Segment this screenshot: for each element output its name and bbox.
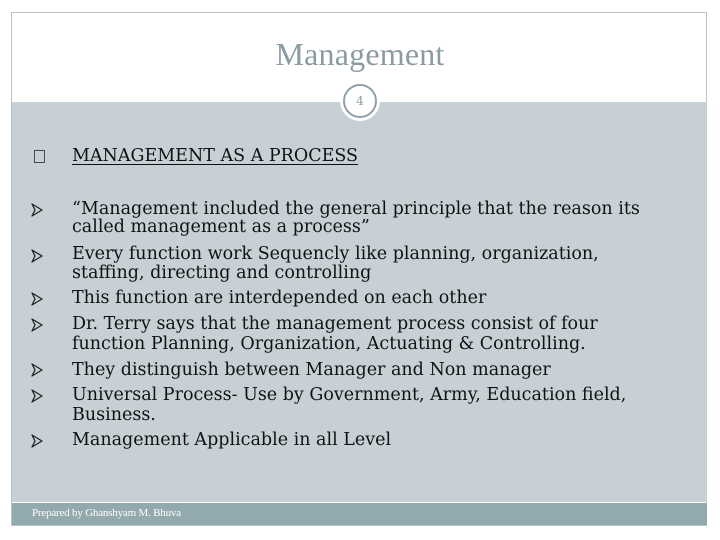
- bullet-5-line-1: They distinguish between Manager and Non manager: [72, 360, 551, 380]
- page-number: 4: [343, 84, 377, 118]
- footer-credit: Prepared by Ghanshyam M. Bhuva: [32, 507, 181, 519]
- bullet-1-line-1: “Management included the general principle that the reason its: [72, 199, 640, 219]
- bullet-2-line-1: Every function work Sequencly like planning, organization,: [72, 244, 599, 264]
- bullet-4-line-2: function Planning, Organization, Actuating & Controlling.: [72, 334, 586, 354]
- slide-title: Management: [275, 36, 445, 72]
- bullet-6-line-2: Business.: [72, 405, 156, 425]
- arrow-bullet-icon: [30, 363, 44, 377]
- bullet-7-line-1: Management Applicable in all Level: [72, 430, 392, 450]
- arrow-bullet-icon: [30, 203, 44, 217]
- bullet-6-line-1: Universal Process- Use by Government, Army, Education field,: [72, 385, 627, 405]
- arrow-bullet-icon: [30, 434, 44, 448]
- section-heading-row: [32, 146, 682, 170]
- section-heading: MANAGEMENT AS A PROCESS: [72, 146, 359, 166]
- arrow-bullet-icon: [30, 389, 44, 403]
- arrow-bullet-icon: [30, 249, 44, 263]
- arrow-bullet-icon: [30, 318, 44, 332]
- arrow-bullet-icon: [30, 292, 44, 306]
- bullet-1-line-2: called management as a process”: [72, 217, 370, 237]
- square-box-icon: [34, 150, 45, 163]
- bullet-4-line-1: Dr. Terry says that the management process consist of four: [72, 314, 598, 334]
- bullet-3-line-1: This function are interdepended on each other: [72, 288, 487, 308]
- bullet-2-line-2: staffing, directing and controlling: [72, 263, 372, 283]
